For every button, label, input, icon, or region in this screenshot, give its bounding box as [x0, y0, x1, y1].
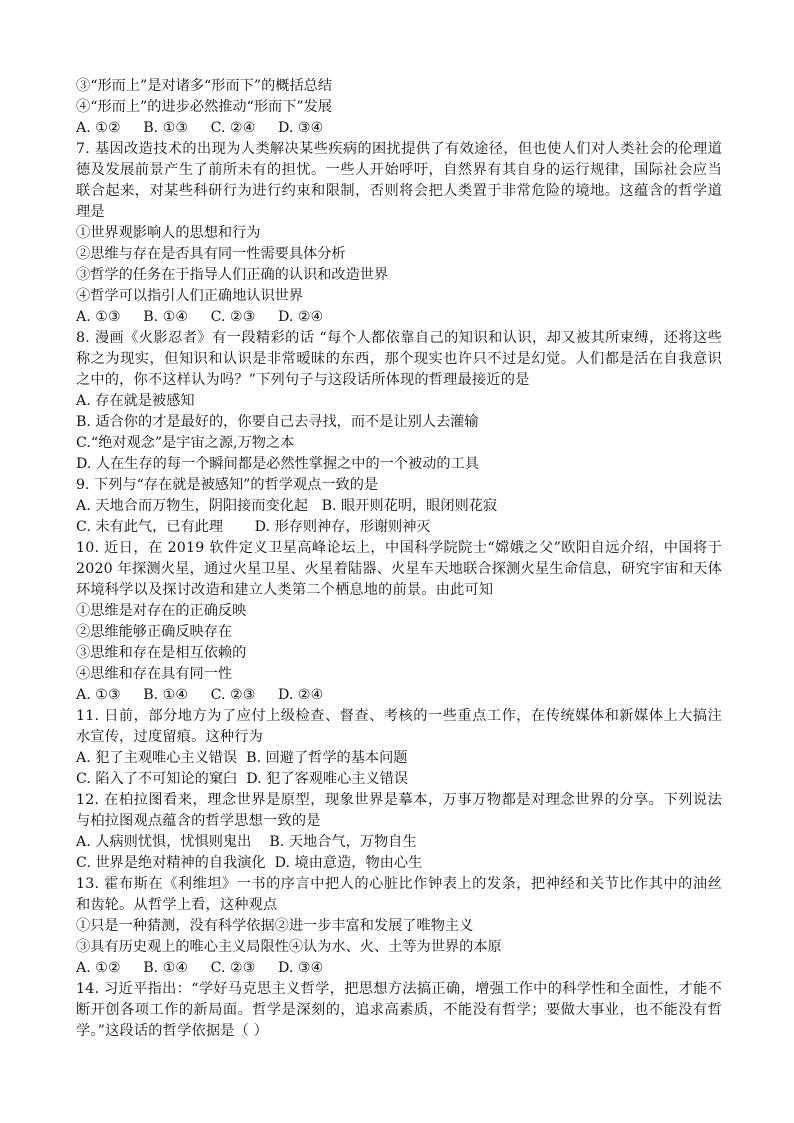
question-stem: 8. 漫画《火影忍者》有一段精彩的话 “每个人都依靠自己的知识和认识，却又被其所束缚，还将这些称之为现实，但知识和认识是非常暧昧的东西，那个现实也许只不过是幻觉。人们都是活在自我意识之中的，你不这样认为吗？”下列句子与这段话所体现的哲理最接近的是: [76, 330, 722, 388]
text-line: ②思维与存在是否具有同一性需要具体分析: [76, 246, 346, 262]
text-line: ④思维和存在具有同一性: [76, 666, 233, 682]
answer-options: A. ①② B. ①④ C. ②③ D. ③④: [76, 960, 324, 976]
exam-page: [76, 76, 722, 1042]
answer-options: A. 犯了主观唯心主义错误 B. 回避了哲学的基本问题: [76, 750, 408, 766]
text-line: ③哲学的任务在于指导人们正确的认识和改造世界: [76, 267, 389, 283]
answer-options: C. 世界是绝对精神的自我演化 D. 境由意造，物由心生: [76, 855, 423, 871]
text-line: ②思维能够正确反映存在: [76, 624, 233, 640]
question-stem: 12. 在柏拉图看来，理念世界是原型，现象世界是摹本，万事万物都是对理念世界的分享。下列说法与柏拉图观点蕴含的哲学思想一致的是: [76, 792, 722, 829]
question-stem: 13. 霍布斯在《利维坦》一书的序言中把人的心脏比作钟表上的发条，把神经和关节比作其中的油丝和齿轮。从哲学上看，这种观点: [76, 876, 722, 913]
question-stem: 14. 习近平指出：“学好马克思主义哲学，把思想方法搞正确，增强工作中的科学性和全面性，才能不断开创各项工作的新局面。哲学是深刻的，追求高素质，不能没有哲学；要做大事业，也不能没有哲学。”这段话的哲学依据是（ ）: [76, 981, 722, 1039]
text-line: C.“绝对观念”是宇宙之源,万物之本: [76, 435, 295, 451]
text-line: ③“形而上”是对诸多“形而下”的概括总结: [76, 78, 333, 94]
answer-options: A. 人病则忧惧，忧惧则鬼出 B. 天地合气，万物自生: [76, 834, 417, 850]
question-stem: 11. 日前，部分地方为了应付上级检查、督查、考核的一些重点工作，在传统媒体和新媒体上大搞注水宣传，过度留痕。这种行为: [76, 708, 722, 745]
answer-options: A. 天地合而万物生，阴阳接而变化起 B. 眼开则花明，眼闭则花寂: [76, 498, 498, 514]
answer-options: C. 陷入了不可知论的窠臼 D. 犯了客观唯心主义错误: [76, 771, 409, 787]
question-stem: 7. 基因改造技术的出现为人类解决某些疾病的困扰提供了有效途径，但也使人们对人类社会的伦理道德及发展前景产生了前所未有的担忧。一些人开始呼吁，自然界有其自身的运行规律，国际社会应当联合起来，对某些科研行为进行约束和限制，否则将会把人类置于非常危险的境地。这蕴含的哲学道理是: [76, 141, 722, 220]
text-line: 9. 下列与“存在就是被感知”的哲学观点一致的是: [76, 477, 379, 493]
question-text-block: [76, 76, 722, 1042]
text-line: D. 人在生存的每一个瞬间都是必然性掌握之中的一个被动的工具: [76, 456, 479, 472]
text-line: ③思维和存在是相互依赖的: [76, 645, 247, 661]
text-line: B. 适合你的才是最好的，你要自己去寻找，而不是让别人去灌输: [76, 414, 479, 430]
text-line: A. 存在就是被感知: [76, 393, 195, 409]
text-line: ④哲学可以指引人们正确地认识世界: [76, 288, 304, 304]
answer-options: C. 未有此气，已有此理 D. 形存则神存，形谢则神灭: [76, 519, 431, 535]
text-line: ①世界观影响人的思想和行为: [76, 225, 261, 241]
text-line: ③具有历史观上的唯心主义局限性④认为水、火、土等为世界的本原: [76, 939, 502, 955]
text-line: ①思维是对存在的正确反映: [76, 603, 247, 619]
answer-options: A. ①② B. ①③ C. ②④ D. ③④: [76, 120, 324, 136]
text-line: ④“形而上”的进步必然推动“形而下”发展: [76, 99, 333, 115]
text-line: ①只是一种猜测，没有科学依据②进一步丰富和发展了唯物主义: [76, 918, 474, 934]
answer-options: A. ①③ B. ①④ C. ②③ D. ②④: [76, 309, 324, 325]
answer-options: A. ①③ B. ①④ C. ②③ D. ②④: [76, 687, 324, 703]
question-stem: 10. 近日，在 2019 软件定义卫星高峰论坛上，中国科学院院士“嫦娥之父”欧阳自远介绍，中国将于 2020 年探测火星，通过火星卫星、火星着陆器、火星车天地联合探测火星生命信息，研究宇宙和天体环境科学以及探讨改造和建立人类第二个栖息地的前景。由此可知: [76, 540, 722, 598]
